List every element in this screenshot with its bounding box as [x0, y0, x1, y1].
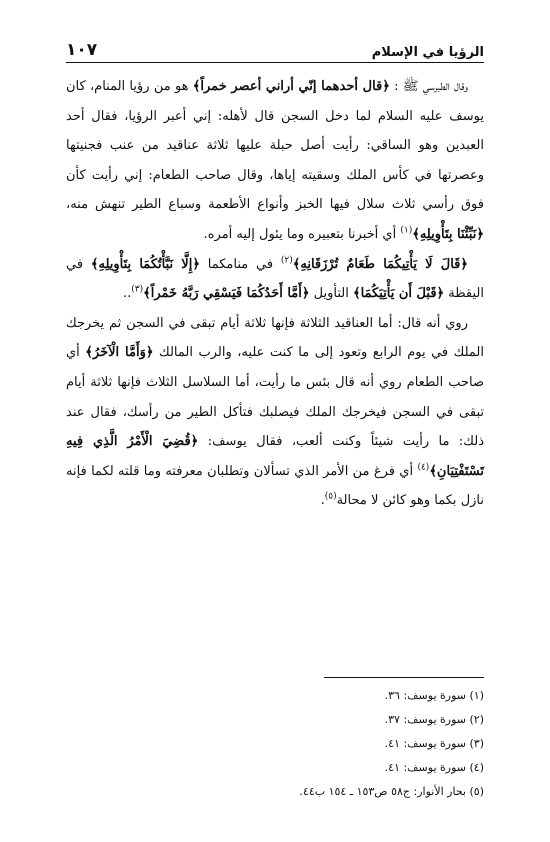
quran-verse: ﴿أَمَّا أَحَدُكُمَا فَيَسْقِي رَبَّهُ خَمْراً﴾ [143, 286, 310, 302]
quran-verse: ﴿قُضِيَ الْأَمْرُ الَّذِي فِيهِ تَسْتَفْتِيَانِ﴾ [66, 434, 484, 479]
footnote-item: (٢) سورة يوسف: ٣٧. [384, 713, 484, 726]
footnote-ref: (٢) [280, 255, 293, 266]
text-segment: التأويل [309, 286, 353, 302]
text-segment: روي أنه قال: أما العناقيد الثلاثة فإنها ثلاثة أيام تبقى في السجن ثم يخرجك الملك في يوم الرابع وتعود إلى ما كنت عليه، والرب المالك [66, 315, 484, 361]
footnote-item: (٥) بحار الأنوار: ج٥٨ ص١٥٣ ـ ١٥٤ ب٤٤. [299, 785, 484, 798]
footnote-item: (٤) سورة يوسف: ٤١. [384, 761, 484, 774]
quran-verse: ﴿قَبْلَ أَن يَأْتِيَكُمَا﴾ [352, 286, 445, 302]
text-segment: : [389, 79, 403, 94]
paragraph [66, 250, 484, 309]
text-segment: هو من رؤيا المنام، كان يوسف [66, 79, 484, 124]
footnote-ref: (٣) [131, 284, 144, 295]
text-segment: أي فرغ من الأمر الذي تسألان وتطلبان معرفته وما قلته لكما فإنه نازل بكما وهو كائن لا محالة [66, 463, 484, 509]
text-segment: .. [122, 286, 132, 302]
quran-verse: ﴿قال أحدهما إنّي أراني أعصر خمراً﴾ [192, 79, 390, 94]
page-header [66, 36, 484, 60]
text-segment: ﷺ [402, 79, 419, 94]
footnote-item: (٣) سورة يوسف: ٤١. [384, 737, 484, 750]
footnotes [66, 684, 484, 804]
text-segment: . [320, 493, 325, 509]
body-text [66, 72, 484, 516]
text-segment: في منامكما [199, 256, 281, 272]
quran-verse: ﴿قَالَ لَا يَأْتِيكُمَا طَعَامٌ تُرْزَقَانِهِ﴾ [292, 256, 468, 272]
text-segment: في اليقظة [66, 256, 484, 302]
footnote-rule [324, 677, 484, 678]
footnote-ref: (١) [400, 225, 413, 236]
footnote-item: (١) سورة يوسف: ٣٦. [384, 689, 484, 702]
text-segment: أي صاحب الطعام روي أنه قال بئس ما رأيت، أما السلاسل الثلاث فإنها ثلاثة أيام تبقى في السجن فيخرجك الملك فيصلبك فتأكل الطير من رأسك، فقال عند ذلك: ما رأيت شيئاً وكنت ألعب، فقال يوسف: [66, 345, 484, 450]
footnote-ref: (٤) [417, 462, 430, 473]
footnote-ref: (٥) [324, 491, 337, 502]
text-segment: عليه السلام [377, 108, 443, 124]
text-segment: أي أخبرنا بتعبيره وما يئول إليه أمره. [203, 226, 401, 242]
quran-verse: ﴿وَأَمَّا الْآخَرُ﴾ [85, 345, 154, 361]
quran-verse: ﴿إِلَّا نَبَّأْتُكُمَا بِتَأْوِيلِهِ﴾ [90, 256, 200, 272]
text-segment: لما دخل السجن قال لأهله: إني أعبر الرؤيا، فقال أحد العبدين وهو الساقي: رأيت أصل حبلة عليها ثلاثة عناقيد من عنب فجنيتها وعصرتها في كأس الملك وسقيته إياها، وقال صاحب الطعام: إني رأيت كأن فوق رأسي ثلاث سلال فيها الخبز وأنواع الأطعمة وسباع الطير تنهش منه، [66, 108, 484, 213]
page-number: ١٠٧ [66, 40, 98, 60]
header-rule [66, 62, 484, 63]
running-title: الرؤيا في الإسلام [371, 45, 484, 60]
paragraph [66, 309, 484, 516]
paragraph [66, 72, 484, 250]
text-segment: وقال الطبرسي [418, 79, 468, 94]
quran-verse: ﴿نَبِّئْنَا بِتَأْوِيلِهِ﴾ [412, 226, 484, 242]
